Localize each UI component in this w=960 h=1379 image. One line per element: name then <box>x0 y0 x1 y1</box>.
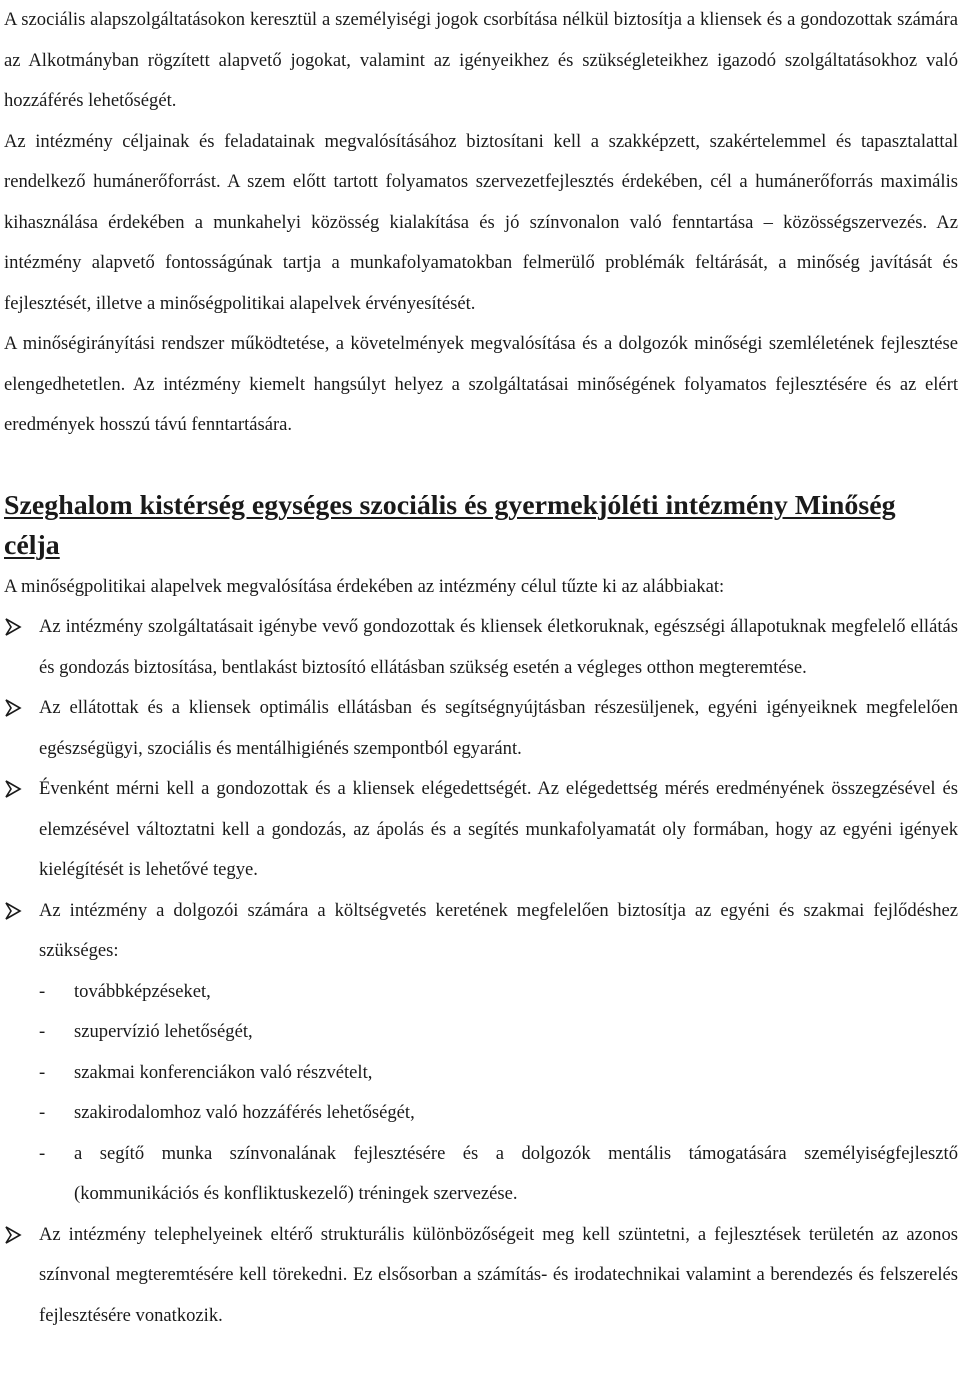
intro-paragraph-3: A minőségirányítási rendszer működtetése, a követelmények megvalósítása és a dolgozók minőségi szemléletének fejlesztése elengedhetetlen. Az intézmény kiemelt hangsúlyt helyez a szolgáltatásai minőségének folyamatos fejlesztésére és az elért eredmények hosszú távú fenntartására. <box>4 333 958 435</box>
arrowhead-bullet-icon <box>4 618 22 636</box>
arrowhead-bullet-icon <box>4 780 22 798</box>
intro-paragraph-2: Az intézmény céljainak és feladatainak megvalósításához biztosítani kell a szakképzett, szakértelemmel és tapasztalattal rendelkező humánerőforrást. A szem előtt tartott folyamatos szervezetfejlesztés érdekében, cél a humánerőforrás maximális kihasználása érdekében a munkahelyi közösség kialakítása és jó színvonalon való fenntartása – közösségszervezés. Az intézmény alapvető fontosságúnak tartja a munkafolyamatokban felmerülő problémák feltárását, a minőség javítását és fejlesztését, illetve a minőségpolitikai alapelvek érvényesítését. <box>4 130 958 314</box>
section-lead: A minőségpolitikai alapelvek megvalósítása érdekében az intézmény célul tűzte ki az alábbiakat: <box>4 575 725 597</box>
goal-item-3 <box>4 769 958 891</box>
goal-list <box>4 607 958 1336</box>
arrowhead-bullet-icon <box>4 699 22 717</box>
development-item-text: továbbképzéseket, <box>74 980 211 1002</box>
development-item-3 <box>39 1053 958 1094</box>
development-list <box>39 972 958 1215</box>
goal-item-2 <box>4 688 958 769</box>
goal-item-text: Az intézmény a dolgozói számára a költségvetés keretének megfelelően biztosítja az egyéni és szakmai fejlődéshez szükséges: <box>39 899 958 961</box>
development-item-text: szakirodalomhoz való hozzáférés lehetőségét, <box>74 1102 415 1123</box>
development-item-text: szakmai konferenciákon való részvételt, <box>74 1061 373 1083</box>
dash-mark: - <box>39 1021 46 1042</box>
goal-item-text: Az intézmény telephelyeinek eltérő strukturális különbözőségeit meg kell szüntetni, a fejlesztések területén az azonos színvonal megteremtésére kell törekedni. Ez elsősorban a számítás- és irodatechnikai valamint a berendezés és felszerelés fejlesztésére vonatkozik. <box>39 1223 958 1326</box>
goal-item-text: Az intézmény szolgáltatásait igénybe vevő gondozottak és kliensek életkoruknak, egészségi állapotuknak megfelelő ellátás és gondozás biztosítása, bentlakást biztosító ellátásban szükség esetén a végleges otthon megteremtése. <box>39 616 958 678</box>
development-item-text: szupervízió lehetőségét, <box>74 1021 253 1042</box>
dash-mark: - <box>39 1102 46 1123</box>
arrowhead-bullet-icon <box>4 1226 22 1244</box>
development-item-1 <box>39 972 958 1013</box>
development-item-5 <box>39 1134 958 1215</box>
development-item-text: a segítő munka színvonalának fejlesztésére és a dolgozók mentális támogatására személyiségfejlesztő (kommunikációs és konfliktuskezelő) tréningek szervezése. <box>74 1142 958 1204</box>
dash-mark: - <box>39 980 46 1002</box>
section-heading: Szeghalom kistérség egységes szociális és gyermekjóléti intézmény Minőség célja <box>4 489 896 561</box>
development-item-4 <box>39 1093 958 1134</box>
goal-item-4 <box>4 891 958 1215</box>
goal-item-text: Az ellátottak és a kliensek optimális ellátásban és segítségnyújtásban részesüljenek, egyéni igényeiknek megfelelően egészségügyi, szociális és mentálhigiénés szempontból egyaránt. <box>39 697 958 759</box>
arrowhead-bullet-icon <box>4 902 22 920</box>
goal-item-text: Évenként mérni kell a gondozottak és a kliensek elégedettségét. Az elégedettség mérés eredményének összegzésével és elemzésével változtatni kell a gondozás, az ápolás és a segítés munkafolyamatát oly formában, hogy az egyéni igények kielégítését is lehetővé tegye. <box>39 778 958 880</box>
intro-paragraph-1: A szociális alapszolgáltatásokon keresztül a személyiségi jogok csorbítása nélkül biztosítja a kliensek és a gondozottak számára az Alkotmányban rögzített alapvető jogokat, valamint az igényeikhez és szükségleteikhez igazodó szolgáltatásokhoz való hozzáférés lehetőségét. <box>4 9 958 111</box>
goal-item-5 <box>4 1215 958 1337</box>
development-item-2 <box>39 1012 958 1053</box>
goal-item-1 <box>4 607 958 688</box>
dash-mark: - <box>39 1061 46 1083</box>
dash-mark: - <box>39 1142 46 1164</box>
